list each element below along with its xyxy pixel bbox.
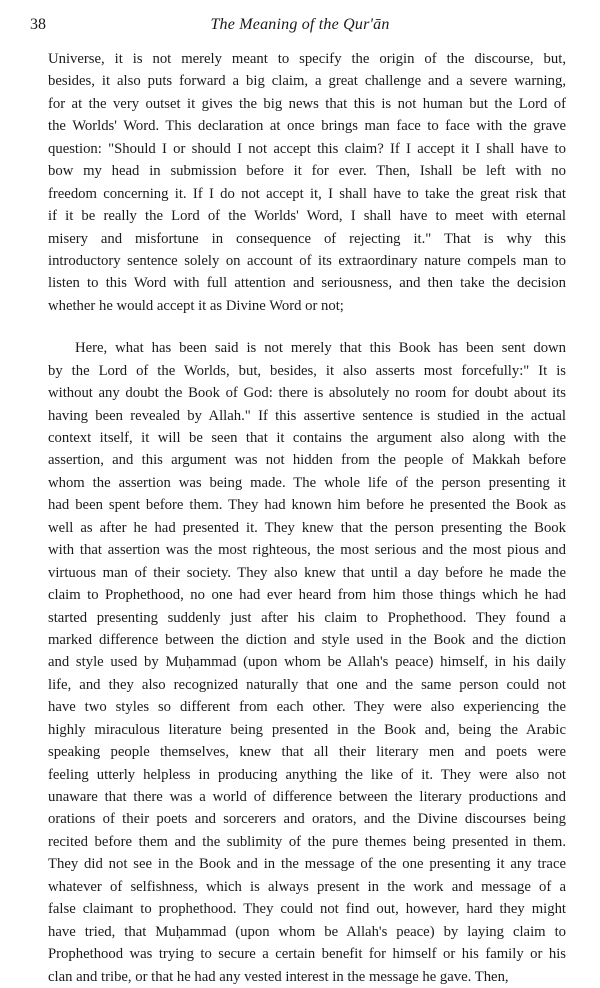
text-line: They did not see in the Book and in the message of the one presenting it any trace [48, 856, 566, 873]
text-line: whether he would accept it as Divine Word or not; [48, 297, 344, 314]
text-line: whatever of selfishness, which is always present in the work and message of a [48, 878, 566, 895]
text-line: Prophethood was trying to secure a certain benefit for himself or his family or his [48, 946, 566, 963]
text-line: bow my head in submission before it for ever. Then, Ishall be left with no [48, 163, 566, 180]
text-line: speaking people themselves, knew that all their literary men and poets were [48, 744, 566, 761]
text-line: if it be really the Lord of the Worlds' Word, I shall have to meet with eternal [48, 208, 566, 225]
text-line: false claimant to prophethood. They could not find out, however, hard they might [48, 901, 566, 918]
text-line: listen to this Word with full attention and seriousness, and then take the decision [48, 275, 566, 292]
page-header [30, 14, 570, 40]
text-line: marked difference between the diction and style used in the Book and the diction [48, 631, 566, 648]
running-title: The Meaning of the Qur'ān [210, 16, 390, 33]
text-line: Universe, it is not merely meant to specify the origin of the discourse, but, [48, 51, 566, 67]
text-line: clan and tribe, or that he had any vested interest in the message he gave. Then, [48, 968, 509, 985]
text-line: context itself, it will be seen that it contains the argument also along with the [48, 430, 566, 446]
text-line: feeling utterly helpless in producing anything the like of it. They were also not [48, 766, 566, 783]
text-line: for at the very outset it gives the big news that this is not human but the Lord of [48, 95, 566, 112]
text-line: started presenting suddenly just after his claim to Prophethood. They found a [48, 609, 566, 626]
text-line: question: "Should I or should I not accept this claim? If I accept it I shall have to [48, 140, 566, 157]
text-line: claim to Prophethood, no one had ever heard from him those things which he had [48, 587, 566, 604]
text-line: have two styles so different from each other. They were also experiencing the [48, 699, 566, 716]
text-line: and style used by Muḥammad (upon whom be Allah's peace) himself, in his daily [48, 654, 566, 671]
text-line: the Worlds' Word. This declaration at once brings man face to face with the grave [48, 118, 566, 135]
text-line: misery and misfortune in consequence of rejecting it." That is why this [48, 230, 566, 247]
text-line: life, and they also recognized naturally that one and the same person could not [48, 676, 566, 693]
text-line: by the Lord of the Worlds, but, besides, it also asserts most forcefully:" It is [48, 362, 566, 379]
text-line: have tried, that Muḥammad (upon whom be Allah's peace) by laying claim to [48, 923, 566, 940]
paragraph [48, 48, 566, 317]
text-line: assertion, and this argument was not hidden from the people of Makkah before [48, 452, 566, 469]
body-text [48, 48, 566, 988]
text-line: had been spent before them. They had known him before he presented the Book as [48, 497, 566, 514]
text-line: Here, what has been said is not merely that this Book has been sent down [75, 340, 566, 357]
text-line: recited before them and the sublimity of the pure themes being presented in them. [48, 833, 566, 850]
page-number: 38 [30, 16, 46, 33]
text-line: with that assertion was the most righteous, the most serious and the most pious and [48, 542, 566, 559]
text-line: introductory sentence solely on account of its extraordinary nature compels man to [48, 252, 566, 269]
text-line: without any doubt the Book of God: there is absolutely no room for doubt about its [48, 385, 566, 402]
paragraph-gap [48, 317, 566, 337]
text-line: orations of their poets and sorcerers and orators, and the Divine discourses being [48, 811, 566, 828]
text-line: well as after he had presented it. They knew that the person presenting the Book [48, 519, 566, 536]
text-line: freedom concerning it. If I do not accept it, I shall have to take the great risk that [48, 185, 566, 202]
text-line: having been revealed by Allah." If this assertive sentence is studied in the actual [48, 407, 566, 424]
paragraph [48, 337, 566, 988]
text-line: whom the assertion was being made. The whole life of the person presenting it [48, 474, 566, 491]
text-line: besides, it also puts forward a big claim, a great challenge and a severe warning, [48, 73, 566, 90]
text-line: virtuous man of their society. They also knew that until a day before he made the [48, 564, 566, 581]
text-line: highly miraculous literature being presented in the Book and, being the Arabic [48, 721, 566, 738]
text-line: unaware that there was a world of difference between the literary productions and [48, 789, 566, 805]
